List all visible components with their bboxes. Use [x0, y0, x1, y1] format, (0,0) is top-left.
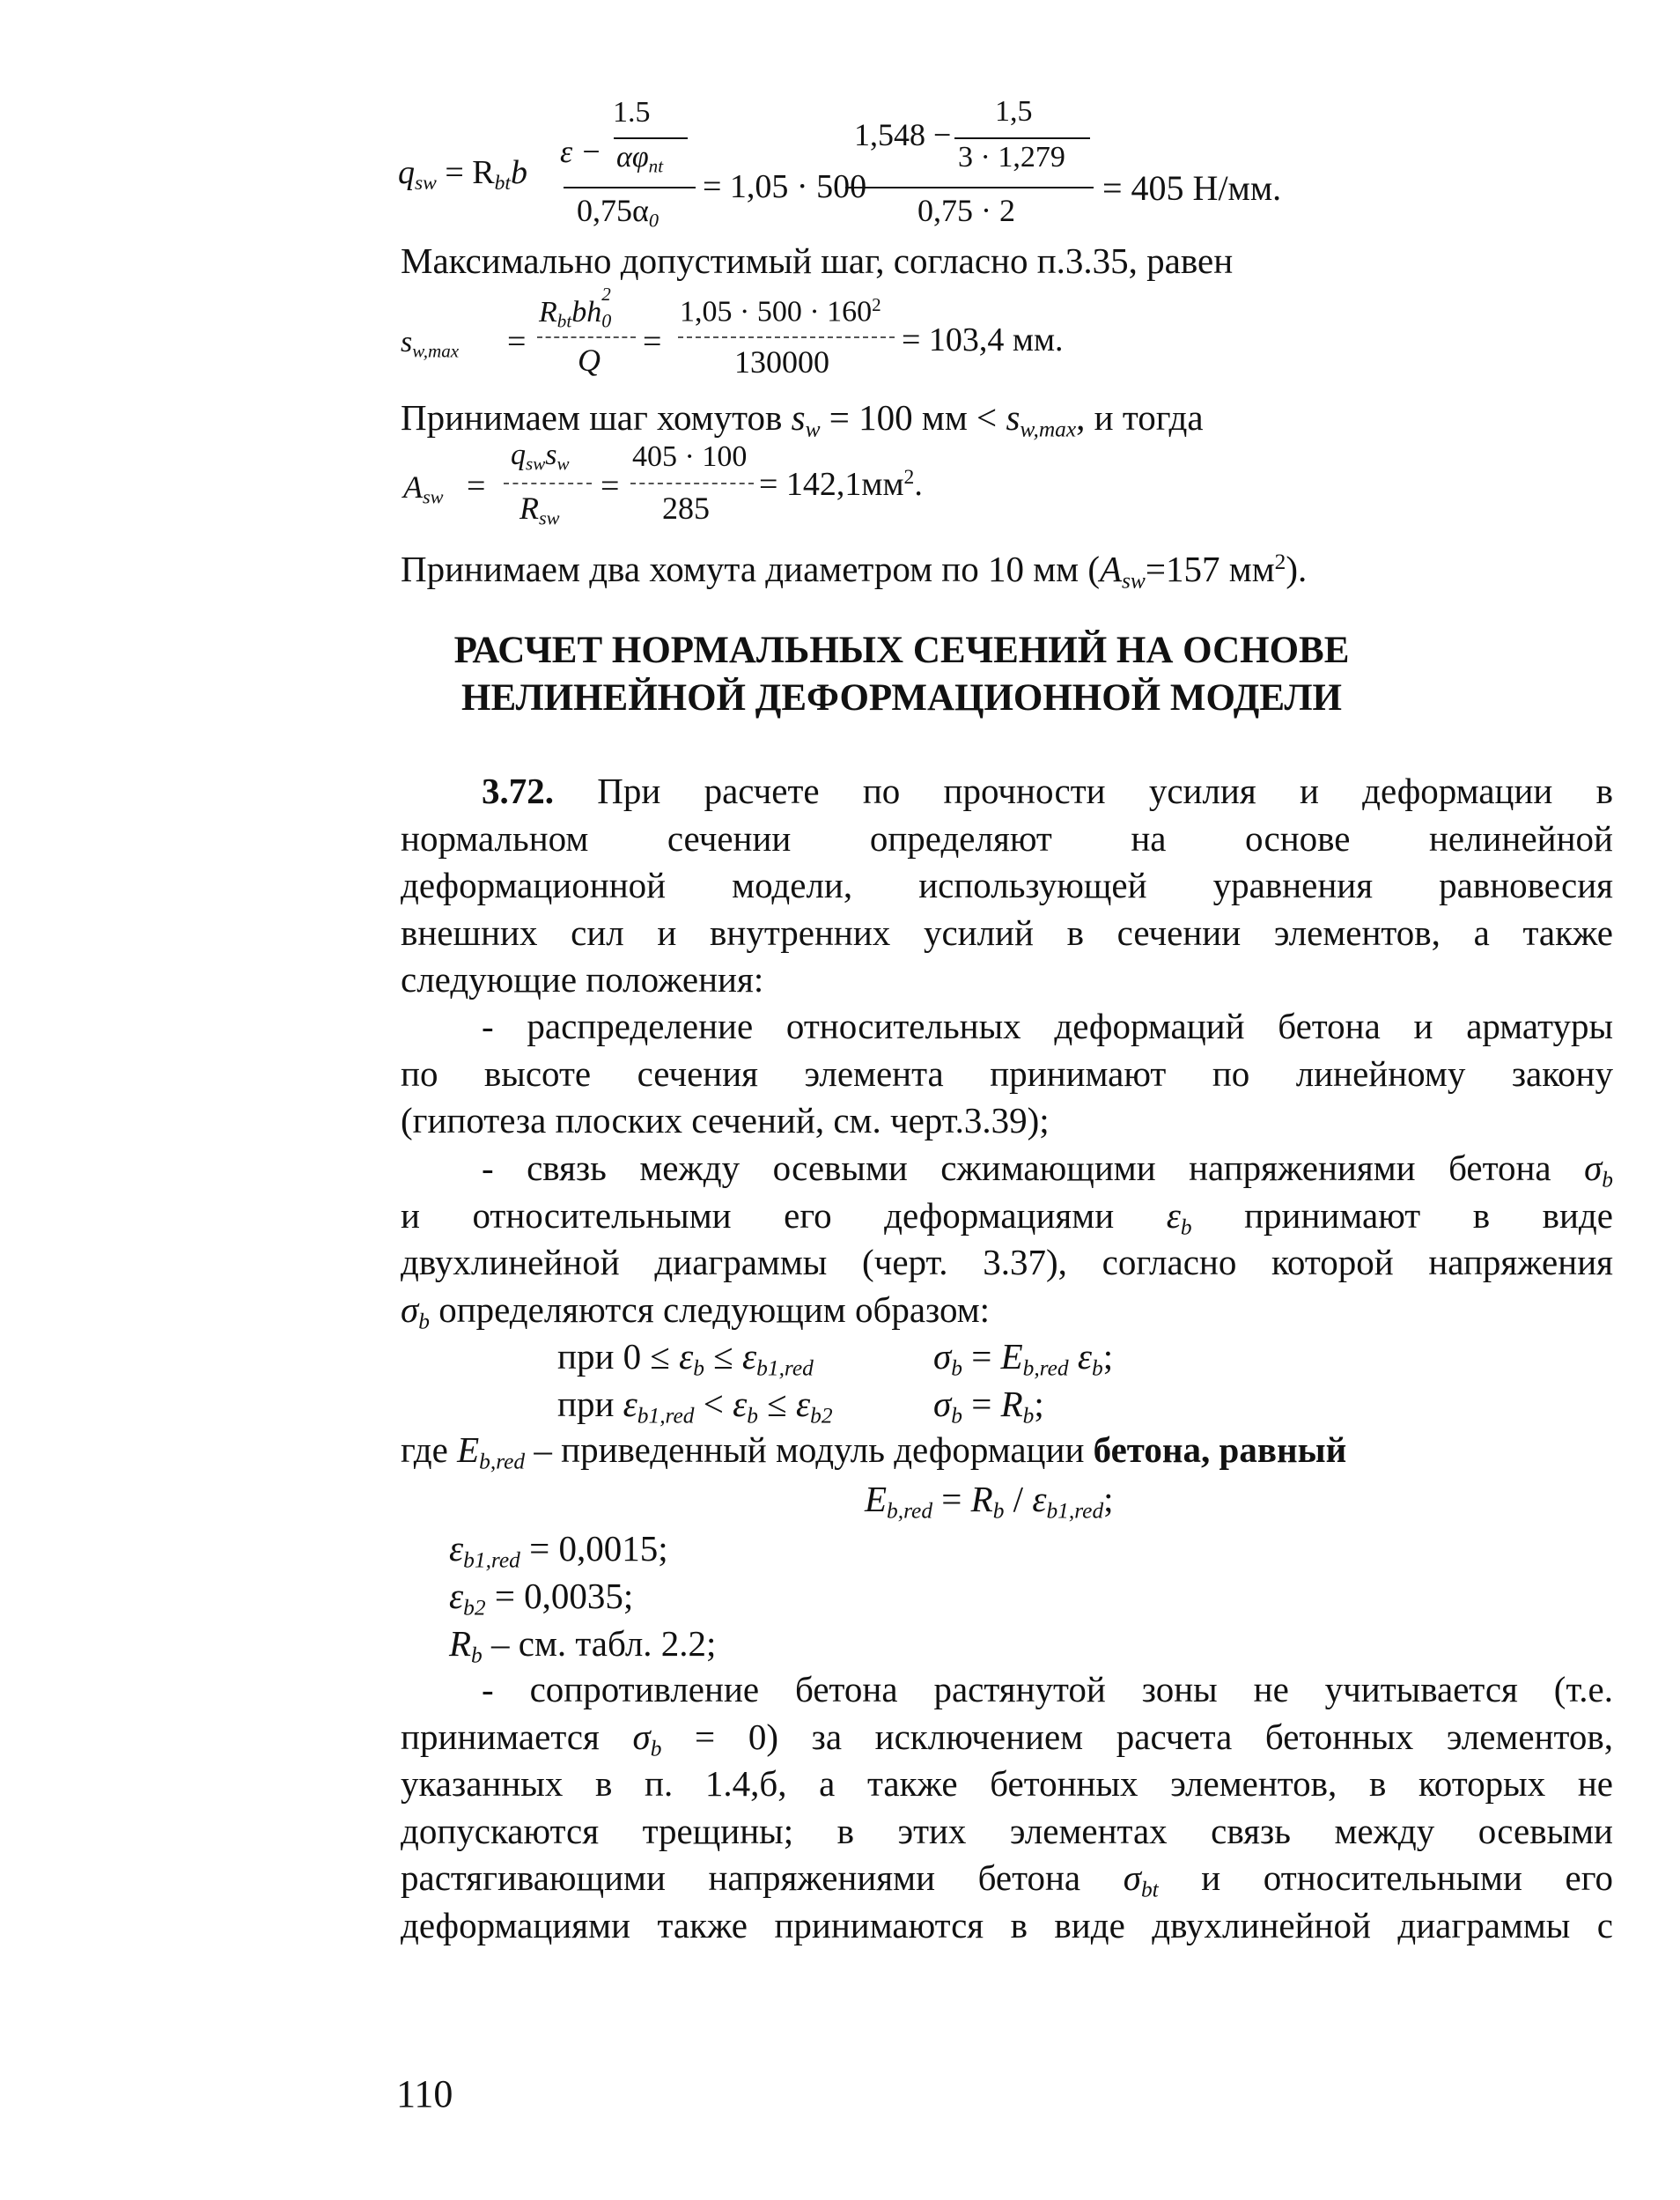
paragraph-line: указанных в п. 1.4,б, а также бетонных элементов, в которых не — [401, 1763, 1613, 1804]
swmax-num2: $1,05 \cdot 500 \cdot 160^2$ — [680, 294, 881, 329]
paragraph-line: двухлинейной диаграммы (черт. 3.37), согласно которой напряжения — [401, 1242, 1613, 1282]
paragraph-line: - сопротивление бетона растянутой зоны не учитывается (т.е. — [482, 1669, 1613, 1709]
section-heading — [0, 627, 1680, 722]
condition-2-result: $\sigma_b = R_b$; — [933, 1384, 1044, 1429]
where-line: где $E_{b,red}$ – приведенный модуль деформации бетона, равный — [401, 1429, 1347, 1474]
swmax-lhs: $s_{w,max}$ — [401, 326, 460, 362]
swmax-den: Q — [578, 343, 601, 378]
paragraph-line: растягивающими напряжениями бетона $\sigma_{bt}$ и относительными его — [401, 1857, 1614, 1902]
paragraph-line: 3.72. При расчете по прочности усилия и деформации в — [482, 771, 1613, 811]
qsw-inner-bar-1 — [614, 137, 688, 139]
paragraph-line: допускаются трещины; в этих элементах связь между осевыми — [401, 1810, 1613, 1851]
qsw-bar-2 — [845, 187, 1094, 188]
swmax-eq2: = — [643, 323, 662, 360]
condition-2: при $\varepsilon_{b1,red} < \varepsilon_b \le \varepsilon_{b2}$ — [557, 1384, 833, 1429]
page-number: 110 — [396, 2072, 453, 2115]
qsw-inner-den-2: 3 · 1,279 — [958, 141, 1065, 173]
section-heading-line-1: РАСЧЕТ НОРМАЛЬНЫХ СЕЧЕНИЙ НА ОСНОВЕ — [453, 630, 1350, 671]
swmax-eq: = — [507, 323, 527, 360]
paragraph-line: по высоте сечения элемента принимают по линейному закону — [401, 1052, 1613, 1094]
swmax-bar2 — [678, 336, 895, 338]
paragraph-line: деформационной модели, использующей уравнения равновесия — [401, 865, 1613, 905]
paragraph-line: следующие положения: — [401, 959, 764, 1000]
asw-eq: = — [467, 468, 486, 505]
bullet-3 — [401, 1666, 1613, 1949]
paragraph-number: 3.72. — [482, 771, 554, 811]
swmax-num: $R_{bt}bh$ 2 $_0$ — [539, 284, 612, 332]
asw-lhs: $A_{sw}$ — [403, 469, 444, 508]
qsw-result: = 405 Н/мм. — [1102, 168, 1282, 208]
section-heading-line-2: НЕЛИНЕЙНОЙ ДЕФОРМАЦИОННОЙ МОДЕЛИ — [461, 677, 1342, 719]
paragraph-line: - распределение относительных деформаций бетона и арматуры — [482, 1006, 1613, 1046]
value-rb: $R_b$ – см. табл. 2.2; — [449, 1623, 717, 1668]
value-eb1-red: $\varepsilon_{b1,red} = 0,0015$; — [449, 1528, 668, 1573]
swmax-result: = 103,4 мм. — [902, 321, 1064, 358]
asw-bar2 — [630, 483, 754, 484]
asw-bar — [504, 483, 592, 484]
text-accept-step: Принимаем шаг хомутов $s_w = 100$ мм < $s_{w,max}$, и тогда — [401, 397, 1204, 442]
formula-ebred: $E_{b,red} = R_b / \varepsilon_{b1,red}$; — [865, 1479, 1114, 1524]
qsw-den-1: $0,75\alpha_0$ — [577, 193, 659, 232]
paragraph-line: внешних сил и внутренних усилий в сечении элементов, а также — [401, 912, 1613, 953]
paragraph-line: (гипотеза плоских сечений, см. черт.3.39); — [401, 1100, 1050, 1141]
qsw-symbol: $q_{sw}$ — [398, 154, 437, 196]
bullet-2 — [401, 1145, 1613, 1333]
swmax-bar — [537, 336, 636, 338]
text-two-stirrups: Принимаем два хомута диаметром по 10 мм ($A_{sw}=157$ $мм^2$). — [401, 548, 1308, 594]
asw-den: $R_{sw}$ — [519, 491, 560, 529]
paragraph-3-72 — [401, 768, 1613, 1004]
qsw-inner-bar-2 — [954, 137, 1090, 139]
asw-result: = $142,1мм^2$. — [759, 466, 923, 503]
qsw-fraction-1-numerator: 1.5 ε − — [560, 96, 651, 169]
value-eb2: $\varepsilon_{b2} = 0,0035$; — [449, 1576, 634, 1620]
swmax-den2: 130000 — [734, 344, 829, 380]
qsw-bar-1 — [564, 187, 696, 188]
asw-eq2: = — [601, 468, 620, 505]
paragraph-line: и относительными его деформациями $\varepsilon_b$ принимают в виде — [401, 1194, 1613, 1240]
qsw-inner-num-2: 1,5 — [995, 95, 1033, 128]
condition-1: при $0 \le \varepsilon_b \le \varepsilon_{b1,red}$ — [557, 1336, 814, 1381]
paragraph-line: $\sigma_b$ определяются следующим образом: — [401, 1288, 991, 1334]
paragraph-line: - связь между осевыми сжимающими напряжениями бетона $\sigma_b$ — [482, 1148, 1613, 1192]
paragraph-line: нормальном сечении определяют на основе нелинейной — [401, 817, 1613, 859]
asw-den2: 285 — [662, 491, 710, 526]
paragraph-line: принимается $\sigma_b = 0$) за исключением расчета бетонных элементов, — [401, 1716, 1613, 1761]
asw-num2: 405 · 100 — [632, 440, 748, 473]
paragraph-line: деформациями также принимаются в виде двухлинейной диаграммы с — [401, 1904, 1613, 1945]
qsw-den-2: 0,75 · 2 — [917, 193, 1015, 228]
qsw-mid: = 1,05 · 500 — [703, 168, 867, 205]
qsw-inner-den-1: $\alpha\varphi_{nt}$ — [616, 141, 664, 177]
asw-num: $q_{sw}s_w$ — [511, 439, 570, 475]
qsw-lead-2: 1,548 − — [854, 117, 952, 152]
text-max-step: Максимально допустимый шаг, согласно п.3.35, равен — [401, 240, 1234, 281]
condition-1-result: $\sigma_b = E_{b,red}$ $\varepsilon_b$; — [933, 1336, 1114, 1381]
formula-qsw: $q_{sw} = R_{bt}b$ — [398, 154, 527, 196]
bullet-1 — [401, 1003, 1613, 1145]
